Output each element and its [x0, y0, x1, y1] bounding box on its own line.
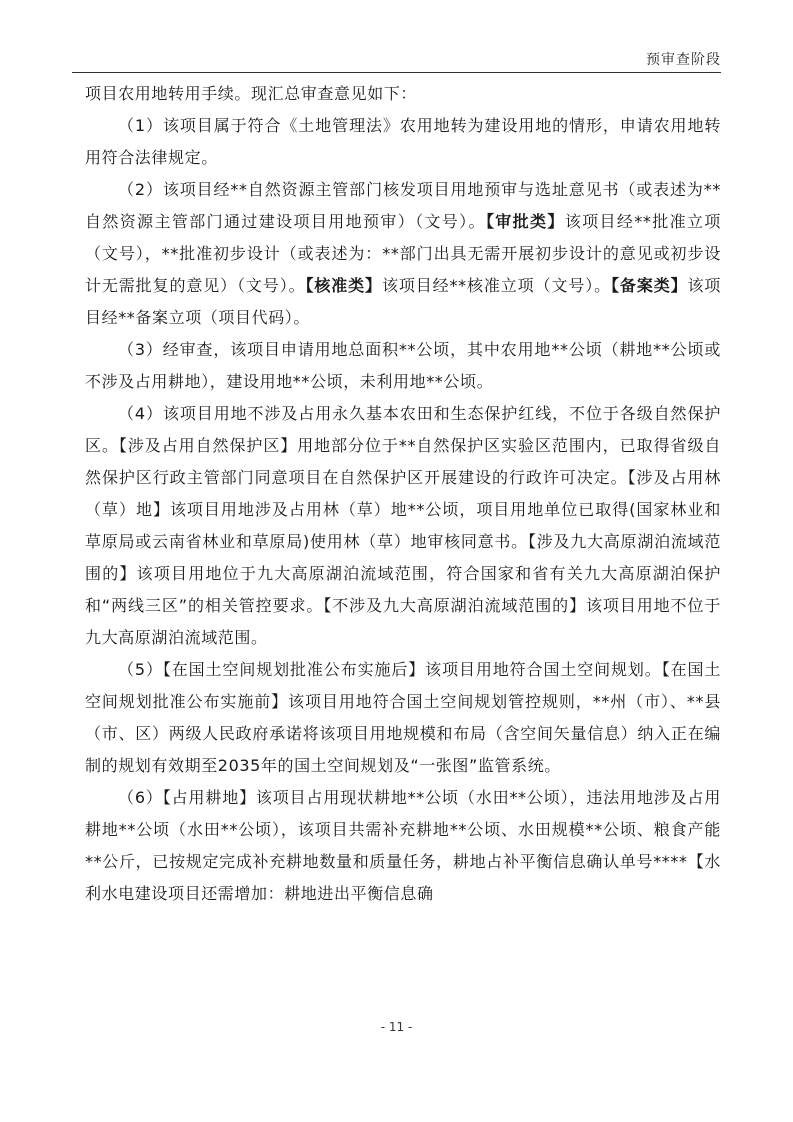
- category-tag: 【审批类】: [485, 212, 565, 231]
- paragraph: [85, 110, 721, 174]
- category-tag: 【备案类】: [611, 276, 688, 295]
- paragraph-text: （6）【占用耕地】该项目占用现状耕地**公顷（水田**公顷），违法用地涉及占用耕地**公顷（水田**公顷），该项目共需补充耕地**公顷、水田规模**公顷、粮食产能**公斤，已按规定完成补充耕地数量和质量任务，耕地占补平衡信息确认单号****【水利水电建设项目还需增加：耕地进出平衡信息确: [85, 788, 721, 903]
- paragraph: [85, 78, 721, 110]
- paragraph-text: 该项目经**核准立项（文号）。: [381, 276, 612, 295]
- paragraph-text: （1）该项目属于符合《土地管理法》农用地转为建设用地的情形，申请农用地转用符合法律规定。: [85, 116, 721, 167]
- paragraph-text: （5）【在国土空间规划批准公布实施后】该项目用地符合国土空间规划。【在国土空间规划批准公布实施前】该项目用地符合国土空间规划管控规则，**州（市）、**县（市、区）两级人民政府承诺将该项目用地规模和布局（含空间矢量信息）纳入正在编制的规划有效期至2035年的国土空间规划及“一张图”监管系统。: [85, 660, 721, 775]
- paragraph: [85, 334, 721, 398]
- document-body: [85, 78, 721, 910]
- paragraph-text: 项目农用地转用手续。现汇总审查意见如下：: [85, 84, 418, 103]
- category-tag: 【核准类】: [305, 276, 382, 295]
- paragraph-text: （4）该项目用地不涉及占用永久基本农田和生态保护红线，不位于各级自然保护区。【涉及占用自然保护区】用地部分位于**自然保护区实验区范围内，已取得省级自然保护区行政主管部门同意项目在自然保护区开展建设的行政许可决定。【涉及占用林（草）地】该项目用地涉及占用林（草）地**公顷，项目用地单位已取得(国家林业和草原局或云南省林业和草原局)使用林（草）地审核同意书。【涉及九大高原湖泊流域范围的】该项目用地位于九大高原湖泊流域范围，符合国家和省有关九大高原湖泊保护和“两线三区”的相关管控要求。【不涉及九大高原湖泊流域范围的】该项目用地不位于九大高原湖泊流域范围。: [85, 404, 721, 647]
- paragraph-text: 该项目经**批准立项（文号），**批准初步设计（或表述为：**部门出具无需开展初步设计的意见或初步设计无需批复的意见）（文号）。: [85, 212, 721, 295]
- paragraph-text: 该项目经**备案立项（项目代码）。: [85, 276, 721, 327]
- paragraph: [85, 398, 721, 654]
- page-number: - 11 -: [380, 1020, 413, 1034]
- page-header-label: 预审查阶段: [646, 52, 721, 68]
- paragraph: [85, 654, 721, 782]
- header-divider: [72, 72, 721, 73]
- paragraph-text: （2）该项目经**自然资源主管部门核发项目用地预审与选址意见书（或表述为**自然资源主管部门通过建设项目用地预审）（文号）。: [85, 180, 721, 231]
- paragraph: [85, 174, 721, 334]
- paragraph-text: （3）经审查，该项目申请用地总面积**公顷，其中农用地**公顷（耕地**公顷或不涉及占用耕地），建设用地**公顷，未利用地**公顷。: [85, 340, 721, 391]
- paragraph: [85, 782, 721, 910]
